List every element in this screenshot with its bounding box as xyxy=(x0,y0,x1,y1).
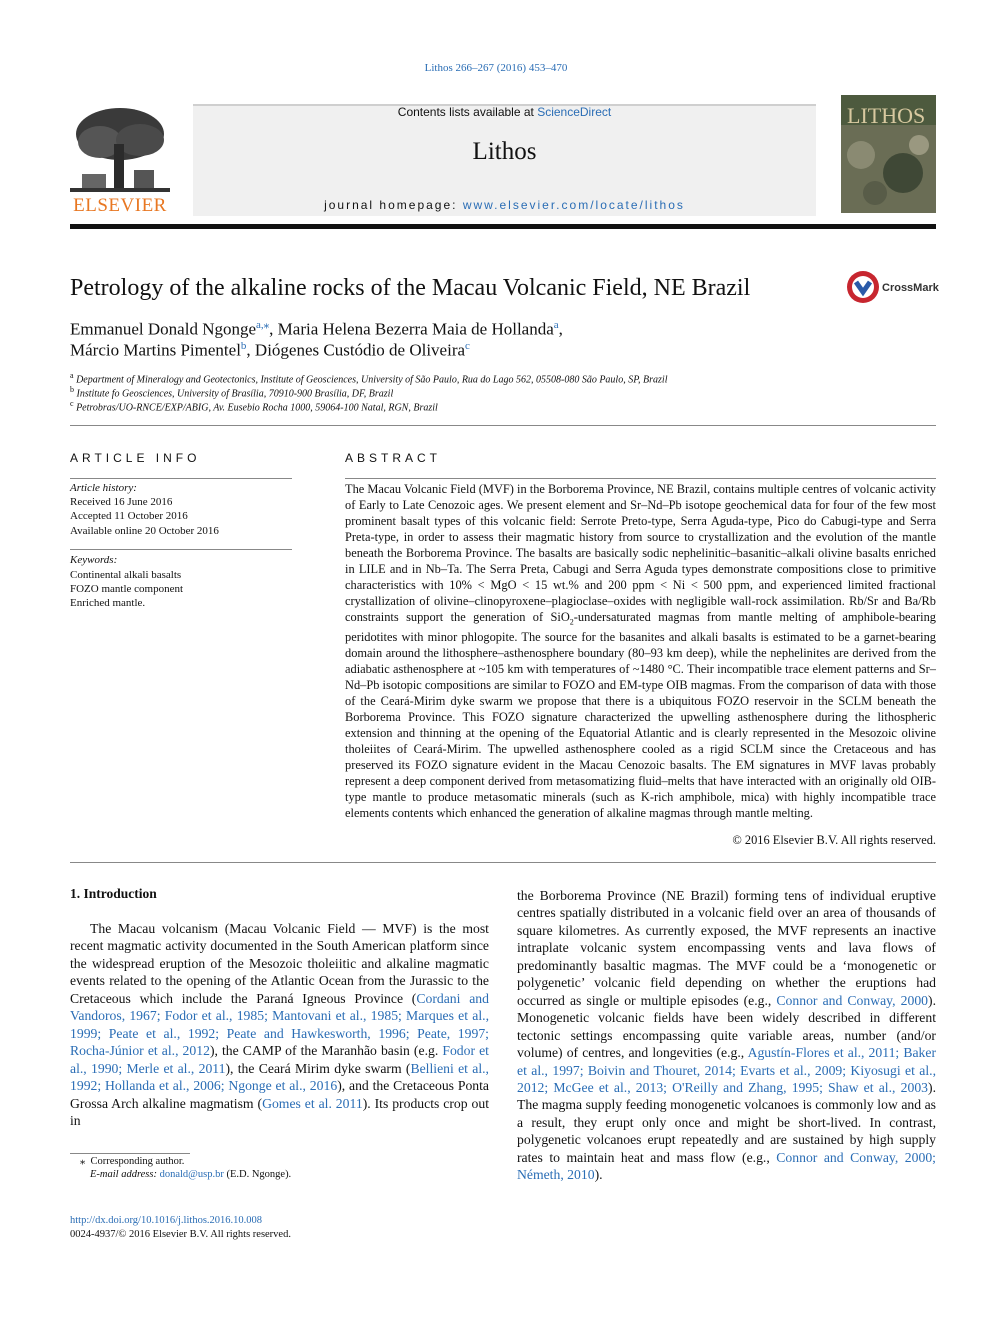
author-name[interactable]: Maria Helena Bezerra Maia de Hollanda xyxy=(277,319,554,339)
author-name[interactable]: Márcio Martins Pimentel xyxy=(70,340,241,360)
body-text: ), and the Cretaceous Ponta Grossa Arch alkaline magmatism ( xyxy=(70,1078,490,1111)
citation-link[interactable]: Cordani and Vandoros, 1967; Fodor et al., 1985; Mantovani et al., 1985; Marques et al., 1999; Peate et al., 1992; Peate and Hawkesworth, 1996; Peate, 1997; Rocha-Júnior et al., 2012 xyxy=(70,990,489,1059)
citation-link[interactable]: Fodor et al., 1990; Merle et al., 2011 xyxy=(70,1043,489,1076)
info-rule xyxy=(70,478,292,479)
article-title: Petrology of the alkaline rocks of the Macau Volcanic Field, NE Brazil xyxy=(70,275,751,301)
email-suffix: (E.D. Ngonge). xyxy=(223,1169,292,1180)
affiliation-text: Department of Mineralogy and Geotectonics, Institute of Geosciences, University of São Paulo, Rua do Lago 562, 05508-080 São Paulo, SP, Brazil xyxy=(76,374,668,386)
journal-reference[interactable]: Lithos 266–267 (2016) 453–470 xyxy=(424,62,568,74)
intro-column-right xyxy=(517,887,936,1184)
homepage-prefix: journal homepage: xyxy=(324,198,463,212)
author-separator: , xyxy=(558,319,563,339)
history-label: Article history: xyxy=(70,482,137,494)
section-rule xyxy=(70,862,936,863)
footnote-text: Corresponding author. xyxy=(90,1156,185,1167)
affiliation-sup: b xyxy=(70,385,74,394)
homepage-line xyxy=(193,198,816,212)
body-text: The Macau volcanism (Macau Volcanic Field — MVF) is the most recent magmatic activity documented in the South American platform since the widespread eruption of the Mesozoic tholeiitic and alkaline magmatic events related to the opening of the Atlantic Ocean from the Jurassic to the Cretaceous which include the Paraná Igneous Province ( xyxy=(70,921,489,1006)
crossmark-label[interactable]: CrossMark xyxy=(882,282,939,294)
intro-column-left xyxy=(70,920,489,1129)
doi-link[interactable]: http://dx.doi.org/10.1016/j.lithos.2016.10.008 xyxy=(70,1215,263,1226)
author-separator: , xyxy=(246,340,255,360)
article-info-heading: ARTICLE INFO xyxy=(70,451,201,465)
citation-link[interactable]: Agustín-Flores et al., 2011; Baker et al., 1997; Boivin and Thouret, 2014; Evarts et al., 2009; Kiyosugi et al., 2012; McGee et al., 2013; O'Reilly and Zhang, 1995; Shaw et al., 2003 xyxy=(517,1045,937,1095)
contents-prefix: Contents lists available at xyxy=(397,105,538,119)
affiliation xyxy=(70,385,393,399)
keywords-label: Keywords: xyxy=(70,554,118,566)
abstract-heading: ABSTRACT xyxy=(345,451,442,465)
author-sup[interactable]: a xyxy=(553,319,559,331)
issn-line: 0024-4937/© 2016 Elsevier B.V. All rights reserved. xyxy=(70,1229,291,1240)
citation-link[interactable]: Gomes et al. 2011 xyxy=(262,1095,363,1111)
footnote-star: ⁎ xyxy=(80,1156,86,1167)
body-text: ). The magma supply feeding monogenetic volcanoes is commonly low and as a result, they erupt only once and might be short-lived. In contrast, polygenetic volcanoes erupt repeatedly and are sustained by high supply rates to maintain heat and mass flow (e.g., xyxy=(517,1079,936,1165)
affiliation-sup: a xyxy=(70,371,74,380)
body-text: ). Monogenetic volcanic fields have been widely described in different tectonic settings encompassing quite variable areas, number (and/or volume) of centres, and longevities (e.g., xyxy=(517,992,936,1061)
abstract-rule xyxy=(345,478,936,479)
authors-line-2 xyxy=(70,340,470,361)
sciencedirect-link[interactable]: ScienceDirect xyxy=(537,105,612,119)
abstract-part: The Macau Volcanic Field (MVF) in the Borborema Province, NE Brazil, contains multiple centres of volcanic activity of Early to Late Cenozoic ages. We present element and Sr–Nd–Pb isotope geochemical data for four of the few most prominent basalt types of this volcanic field: Serrote Preto-type, Serra Aguda-type, Pico do Cabugi-type and Serra Preta-type, in order to assess their magmatic history from source to crystallization and the evolution of the mantle beneath the Borborema Province. The basalts are basically sodic nephelinitic–basanitic–alkali olivine basalts enriched in LILE and in Nb–Ta. The Serra Preta, Cabugi and Serra Aguda types demonstrate compositions close to primitive characteristics with 10% < MgO < 15 wt.% and 200 ppm < Ni < 500 ppm, and experienced limited fractional crystallization of olivine–clinopyroxene–plagioclase–oxides with negligible wall-rock assimilation. Rb/Sr and Ba/Rb constraints support the generation of SiO xyxy=(345,482,936,624)
affiliation-text: Institute fo Geosciences, University of Brasília, 70910-900 Brasília, DF, Brazil xyxy=(76,388,394,400)
body-text: ). xyxy=(594,1167,603,1183)
body-text: ), the Ceará Mirim dyke swarm ( xyxy=(225,1060,411,1076)
cover-title: LITHOS xyxy=(847,103,926,128)
accepted-date: Accepted 11 October 2016 xyxy=(70,510,188,522)
copyright: © 2016 Elsevier B.V. All rights reserved. xyxy=(732,833,936,847)
author-sup[interactable]: c xyxy=(465,340,470,352)
affiliation xyxy=(70,371,667,385)
affiliation-sup: c xyxy=(70,399,74,408)
body-text: ). Its products crop out in xyxy=(70,1095,490,1128)
citation-link[interactable]: Bellieni et al., 1992; Hollanda et al., 2006; Ngonge et al., 2016 xyxy=(70,1060,489,1094)
abstract-part: -undersaturated magmas from mantle melting of amphibole-bearing peridotites with minor phlogopite. The source for the basanites and alkali basalts is estimated to be a garnet-bearing domain around the lithosphere–asthenosphere boundary (80–93 km deep), while the nephelinites are derived from the adiabatic asthenosphere at ~105 km with temperatures of ~1480 °C. Their incompatible trace element patterns and Sr–Nd–Pb isotopic compositions are similar to FOZO and EM-type OIB magmas. From the comparison of data with those of the Ceará-Mirim dyke swarm we propose that there is a ubiquitous FOZO reservoir in the SCLM beneath the Borborema Province. This FOZO signature characterized the upwelling asthenosphere during the lithospheric extension and thinning at the opening of the Equatorial Atlantic and is clearly represented in the Mesozoic olivine tholeiites of Ceará-Mirim. The upwelled asthenosphere cooled as a rigid SCLM since the Cretaceous and has preserved its FOZO signature evident in the Macau Cenozoic basalts. The EM signatures in MVF lavas probably represent a deep component derived from metasomatizing fluid–melts that have interacted with an originally old OIB-type mantle to produce metasomatic minerals (such as K-rich amphibole, mica) with highly incompatible trace elements contents which enhanced the generation of alkaline magmas through mantle melting. xyxy=(345,609,936,820)
abstract-text xyxy=(345,482,936,821)
header-rule xyxy=(70,224,936,229)
email-link[interactable]: donald@usp.br xyxy=(159,1169,224,1180)
affiliation xyxy=(70,399,438,413)
online-date: Available online 20 October 2016 xyxy=(70,525,219,537)
author-sup[interactable]: a,⁎ xyxy=(256,319,270,331)
keyword: FOZO mantle component xyxy=(70,583,184,595)
received-date: Received 16 June 2016 xyxy=(70,496,173,508)
keyword: Enriched mantle. xyxy=(70,597,146,609)
affiliation-text: Petrobras/UO-RNCE/EXP/ABIG, Av. Eusebio Rocha 1000, 59064-100 Natal, RGN, Brazil xyxy=(76,402,438,414)
corresponding-footnote xyxy=(80,1155,184,1167)
section-rule xyxy=(70,425,936,426)
body-text: the Borborema Province (NE Brazil) forming tens of individual eruptive centres spatially distributed in a volcanic field over an area of thousands of square kilometres. As currently exposed, the MVF represents an inactive intraplate volcanic system encompassing vents and lava flows of predominantly basaltic magmas. The MVF could be a ‘monogenetic or polygenetic’ volcanic field depending on whether the eruptions had occurred as single or multiple episodes (e.g., xyxy=(517,888,936,1008)
footnote-rule xyxy=(70,1153,190,1154)
journal-name: Lithos xyxy=(472,138,537,165)
email-footnote xyxy=(90,1169,291,1180)
elsevier-wordmark: ELSEVIER xyxy=(73,195,167,216)
introduction-heading: 1. Introduction xyxy=(70,886,157,901)
homepage-link[interactable]: www.elsevier.com/locate/lithos xyxy=(462,198,685,212)
citation-link[interactable]: Connor and Conway, 2000 xyxy=(776,992,929,1008)
keyword: Continental alkali basalts xyxy=(70,569,182,581)
email-label: E-mail address: xyxy=(90,1169,160,1180)
author-separator: , xyxy=(269,319,278,339)
journal-cover-image xyxy=(841,95,936,213)
author-sup[interactable]: b xyxy=(240,340,247,352)
contents-line xyxy=(193,105,816,119)
body-text: ), the CAMP of the Maranhão basin (e.g. xyxy=(209,1043,443,1059)
authors-line-1 xyxy=(70,318,563,340)
citation-link[interactable]: Connor and Conway, 2000; Németh, 2010 xyxy=(517,1149,936,1183)
info-rule xyxy=(70,549,292,550)
author-name[interactable]: Emmanuel Donald Ngonge xyxy=(70,319,257,339)
abstract-subscript: 2 xyxy=(569,617,574,627)
author-name[interactable]: Diógenes Custódio de Oliveira xyxy=(254,340,466,360)
